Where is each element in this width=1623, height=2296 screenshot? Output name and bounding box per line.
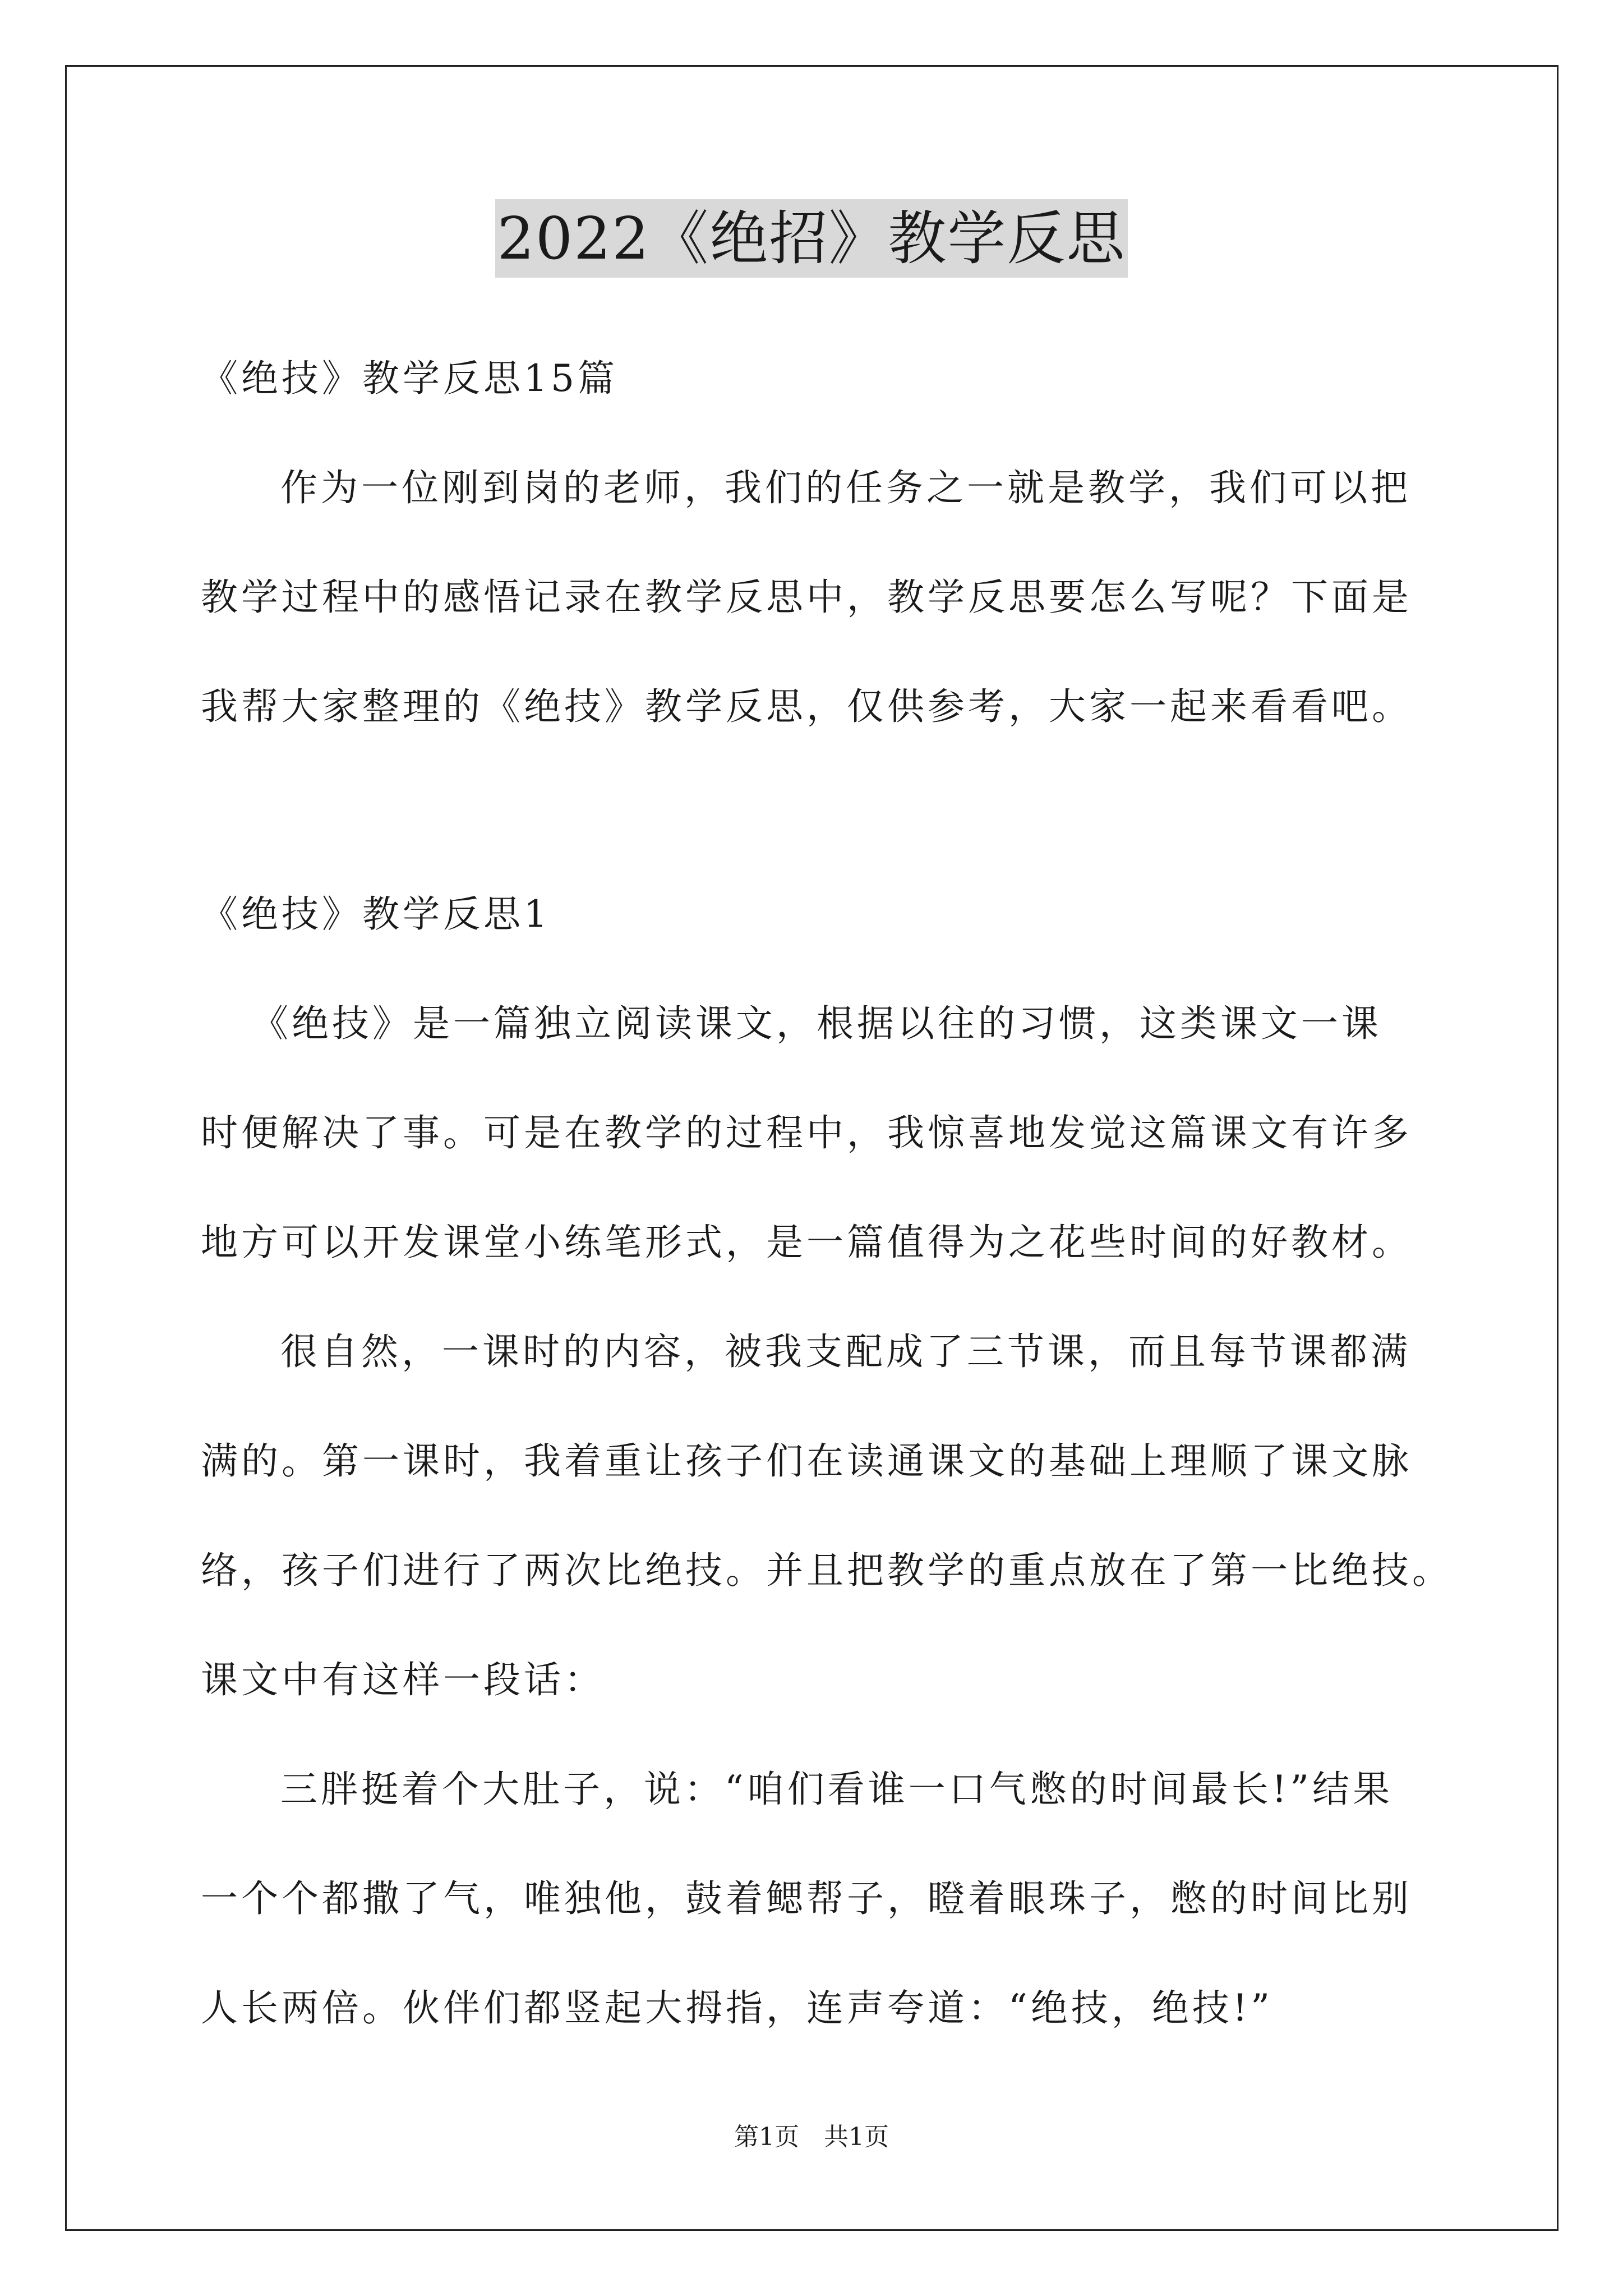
paragraph-line: 人长两倍。伙伴们都竖起大拇指，连声夸道：“绝技，绝技!” xyxy=(201,1986,1274,2030)
paragraph-line: 地方可以开发课堂小练笔形式，是一篇值得为之花些时间的好教材。 xyxy=(201,1221,1412,1264)
paragraph-line: 时便解决了事。可是在教学的过程中，我惊喜地发觉这篇课文有许多 xyxy=(201,1111,1412,1154)
section-heading: 《绝技》教学反思1 xyxy=(201,892,551,936)
paragraph-line: 《绝技》是一篇独立阅读课文，根据以往的习惯，这类课文一课 xyxy=(251,1002,1382,1045)
document-subtitle: 《绝技》教学反思15篇 xyxy=(201,357,618,400)
paragraph-line: 一个个都撒了气，唯独他，鼓着鳃帮子，瞪着眼珠子，憋的时间比别 xyxy=(201,1877,1412,1920)
intro-line: 作为一位刚到岗的老师，我们的任务之一就是教学，我们可以把 xyxy=(280,466,1411,509)
document-title: 2022《绝招》教学反思 xyxy=(495,199,1128,278)
intro-line: 教学过程中的感悟记录在教学反思中，教学反思要怎么写呢？下面是 xyxy=(201,576,1412,619)
paragraph-line: 满的。第一课时，我着重让孩子们在读通课文的基础上理顺了课文脉 xyxy=(201,1439,1412,1483)
paragraph-line: 三胖挺着个大肚子，说：“咱们看谁一口气憋的时间最长!”结果 xyxy=(280,1768,1394,1811)
paragraph-line: 络，孩子们进行了两次比绝技。并且把教学的重点放在了第一比绝技。 xyxy=(201,1549,1453,1592)
title-container xyxy=(0,199,1623,278)
paragraph-line: 课文中有这样一段话： xyxy=(201,1658,605,1701)
intro-line: 我帮大家整理的《绝技》教学反思，仅供参考，大家一起来看看吧。 xyxy=(201,685,1412,728)
page-footer: 第1页 共1页 xyxy=(734,2123,889,2151)
paragraph-line: 很自然，一课时的内容，被我支配成了三节课，而且每节课都满 xyxy=(280,1330,1411,1373)
